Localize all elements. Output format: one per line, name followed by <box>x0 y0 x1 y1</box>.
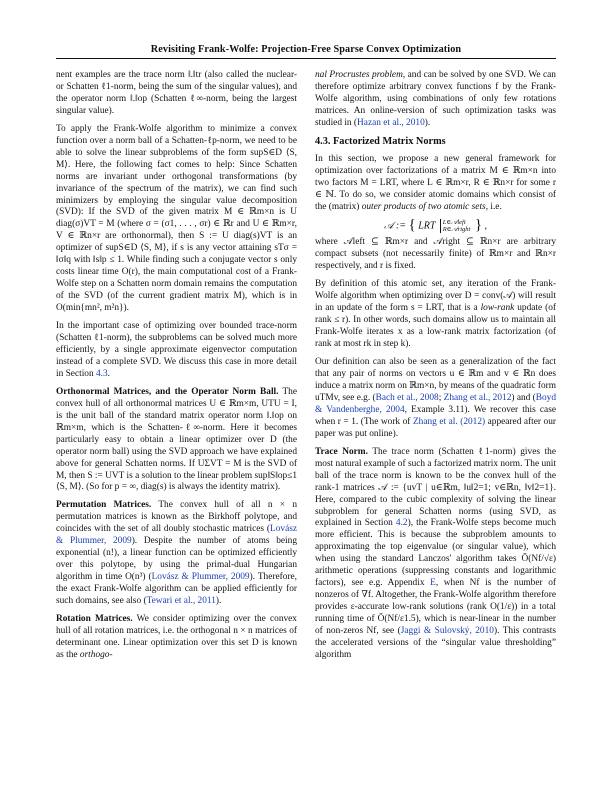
text: , Example 3.11). We recover this case when r = 1. (The work of <box>315 404 556 427</box>
text: ). This contrasts the accelerated versions of the “singular value thresholding” algorithm <box>315 626 556 660</box>
citation-link[interactable]: Lovász & Plummer, 2009 <box>56 524 297 547</box>
paragraph-trace-norm <box>315 447 556 662</box>
left-column <box>56 70 297 760</box>
citation-link[interactable]: Hazan et al., 2010 <box>357 117 425 128</box>
text: update (of rank ≤ r). In other words, such domains allow us to maintain all Frank-Wolfe iterates x as a low-rank matrix factorization (of rank at most rk in step k). <box>315 303 556 350</box>
condition-left: L∈𝒜left <box>442 219 466 227</box>
text: In this section, we propose a new general framework for optimization over factorizations of a matrix M ∈ ℝm×n into two factors M = LRT, where L ∈ ℝm×r, R ∈ ℝn×r for some r ∈ ℕ. To do so, we consider atomic domains which consist of the (matrix) <box>315 153 556 212</box>
section-ref-link[interactable]: 4.2 <box>395 518 408 529</box>
paragraph-generalization <box>315 357 556 441</box>
text: appeared after our paper was put online). <box>315 416 556 439</box>
section-heading: 4.3. Factorized Matrix Norms <box>315 135 446 147</box>
text: ). <box>215 596 222 607</box>
paragraph-atomic-sets: where 𝒜left ⊆ ℝm×r and 𝒜right ⊆ ℝn×r are arbitrary compact subsets (not necessarily finite) of ℝm×r and ℝn×r respectively, and r is fixed. <box>315 237 556 272</box>
text: ). Despite the number of atoms being exponential (n!), a linear function can be optimized efficiently over this polytope, by using the primal-dual Hungarian algorithm in time O(n³) ( <box>56 536 297 583</box>
text: In the important case of optimizing over bounded trace-norm (Schatten ℓ1-norm), the subproblems can be solved much more efficiently, by a single approximate eigenvector computation instead of a complete SVD. We discuss this case in more detail in Section <box>56 321 297 379</box>
paragraph-orthonormal <box>56 387 297 495</box>
paragraph-trace-norm-note <box>56 321 297 381</box>
paragraph-low-rank <box>315 279 556 351</box>
section-ref-link[interactable]: 4.3 <box>95 368 108 379</box>
text: By definition of this atomic set, any iteration of the Frank-Wolfe algorithm when optimizing over D = conv(𝒜) will result in an update of the form s = LRT, that is a <box>315 279 556 314</box>
text: Our definition can also be seen as a generalization of the fact that any pair of norms on vectors u ∈ ℝm and v ∈ ℝn does induce a matrix norm on ℝm×n, by means of the quadratic form uTMv, see e.g. ( <box>315 357 556 403</box>
paragraph-procrustes <box>315 70 556 130</box>
text: The trace norm (Schatten ℓ1-norm) gives the most natural example of such a factorized matrix norm. The unit ball of the trace norm is known to be the convex hull of the rank-1 matrices 𝒜 := {uvT | u∈ℝm, ‖u‖2=1; v∈ℝn, ‖v‖2=1}. Here, compared to the cubic complexity of solving the linear subproblem for general Schatten norms (using SVD, as explained in Section <box>315 446 556 529</box>
running-title: Revisiting Frank-Wolfe: Projection-Free Sparse Convex Optimization <box>150 44 462 55</box>
paragraph-framework <box>315 154 556 214</box>
text: We consider optimizing over the convex hull of all rotation matrices, i.e. the orthogonal n × n matrices of determinant one. Linear optimization over this set D is known as the <box>56 613 297 660</box>
paragraph-rotation <box>56 614 297 662</box>
run-in-heading-rotation: Rotation Matrices. <box>56 613 133 624</box>
text: , when Nf is the number of nonzeros of ∇f. Altogether, the Frank-Wolfe algorithm therefore provides ε-accurate low-rank solutions (rank O(1/ε)) in a total running time of Õ(Nf/ε1.5), which is near-linear in the number of non-zeros Nf, see ( <box>315 578 556 637</box>
right-column <box>315 70 556 760</box>
italic-text: nal Procrustes problem <box>315 70 403 80</box>
text: The convex hull of all n × n permutation matrices is known as the Birkhoff polytope, and coincides with the set of all doubly stochastic matrices ( <box>56 500 297 535</box>
header-rule <box>56 58 556 59</box>
paragraph-schatten-svd: To apply the Frank-Wolfe algorithm to minimize a convex function over a norm ball of a Schatten-ℓp-norm, we need to be able to solve the linear subproblems of the form supS∈D ⟨S, M⟩. Here, the following fact comes to help: Since Schatten norms are invariant under orthogonal transformations (by invariance of the spectrum of the matrix), we can find such minimizers by employing the singular value decomposition (SVD): If the SVD of the given matrix M ∈ ℝm×n is U diag(σ)VT = M (where σ = (σ1, . . . , σr) ∈ ℝr and U ∈ ℝm×r, V ∈ ℝn×r are orthonormal), then S := U diag(s)VT is an optimizer of supS∈D ⟨S, M⟩, if s is any vector attaining sTσ = ‖σ‖q with ‖s‖p ≤ 1. While finding such a conjugate vector s only costs linear time O(r), the main computational cost of a Frank-Wolfe step on a Schatten norm domain remains the computation of the SVD (of the current gradient matrix M), which is in O(min{mn², m²n}). <box>56 123 297 314</box>
brace-close: } <box>474 217 483 234</box>
text: ). <box>424 117 431 128</box>
condition-right: R∈𝒜right <box>442 226 471 234</box>
paragraph-schatten-examples: nent examples are the trace norm ‖.‖tr (also called the nuclear- or Schatten ℓ1-norm, being the sum of the singular values), and the operator norm ‖.‖op (Schatten ℓ∞-norm, being the largest singular value). <box>56 70 297 116</box>
citation-link[interactable]: Tewari et al., 2011 <box>146 596 216 607</box>
equation-tail: , <box>484 220 488 232</box>
citation-link[interactable]: Lovász & Plummer, 2009 <box>151 572 250 583</box>
display-equation <box>315 219 556 233</box>
citation-link[interactable]: Zhang et al., 2012 <box>443 392 512 403</box>
citation-link[interactable]: Zhang et al. (2012) <box>412 416 486 427</box>
text: . <box>107 368 110 379</box>
text: The convex hull of all orthonormal matrices U ∈ ℝm×m, UTU = I, is the unit ball of the standard matrix operator norm ‖.‖op on ℝm×m, which is the Schatten-ℓ∞-norm. Here it becomes particularly easy to obtain a linear optimizer over D (the operator norm ball) using the SVD approach we have explained above for general Schatten norms. If UΣVT = M is the SVD of M, then S := UVT is a solution to the linear problem sup‖S‖op≤1 ⟨S, M⟩. (So for p = ∞, diag(s) is always the identity matrix). <box>56 386 297 493</box>
text: ), the Frank-Wolfe steps become much more efficient. This is because the subproblem amounts to approximating the top eigenvalue (or singular value), which when using the standard Lanczos' algorithm takes Õ(Nf/√ε) arithmetic operations (suppressing constants and logarithmic factors), see e.g. Appendix <box>315 518 556 589</box>
text: ). Therefore, the exact Frank-Wolfe algorithm can be applied efficiently for such domains, see also ( <box>56 572 297 607</box>
run-in-heading-orthonormal: Orthonormal Matrices, and the Operator Norm Ball. <box>56 386 279 397</box>
paragraph-permutation <box>56 500 297 608</box>
equation-core: LRT <box>418 220 436 232</box>
citation-link[interactable]: Boyd & Vandenberghe, 2004 <box>315 392 556 415</box>
italic-text: low-rank <box>480 303 515 314</box>
equation-lhs: 𝒜 := <box>383 220 406 232</box>
text: ) and ( <box>511 392 536 403</box>
appendix-ref-link[interactable]: E <box>430 578 436 589</box>
italic-text: outer products of two atomic sets <box>361 201 486 212</box>
brace-open: { <box>408 217 416 234</box>
italic-text: orthogo- <box>79 649 113 660</box>
citation-link[interactable]: Jaggi & Sulovský, 2010 <box>400 626 494 637</box>
run-in-heading-trace-norm: Trace Norm. <box>315 446 368 457</box>
equation-conditions <box>440 219 471 233</box>
text: , i.e. <box>485 201 502 212</box>
text: , and can be solved by one SVD. We can therefore optimize arbitrary convex functions f by the Frank-Wolfe algorithm, using combinations of only few rotations matrices. An online-version of such optimization tasks was studied in ( <box>315 70 556 128</box>
run-in-heading-permutation: Permutation Matrices. <box>56 500 152 511</box>
citation-link[interactable]: Bach et al., 2008 <box>375 392 439 403</box>
text: ; <box>438 392 444 403</box>
